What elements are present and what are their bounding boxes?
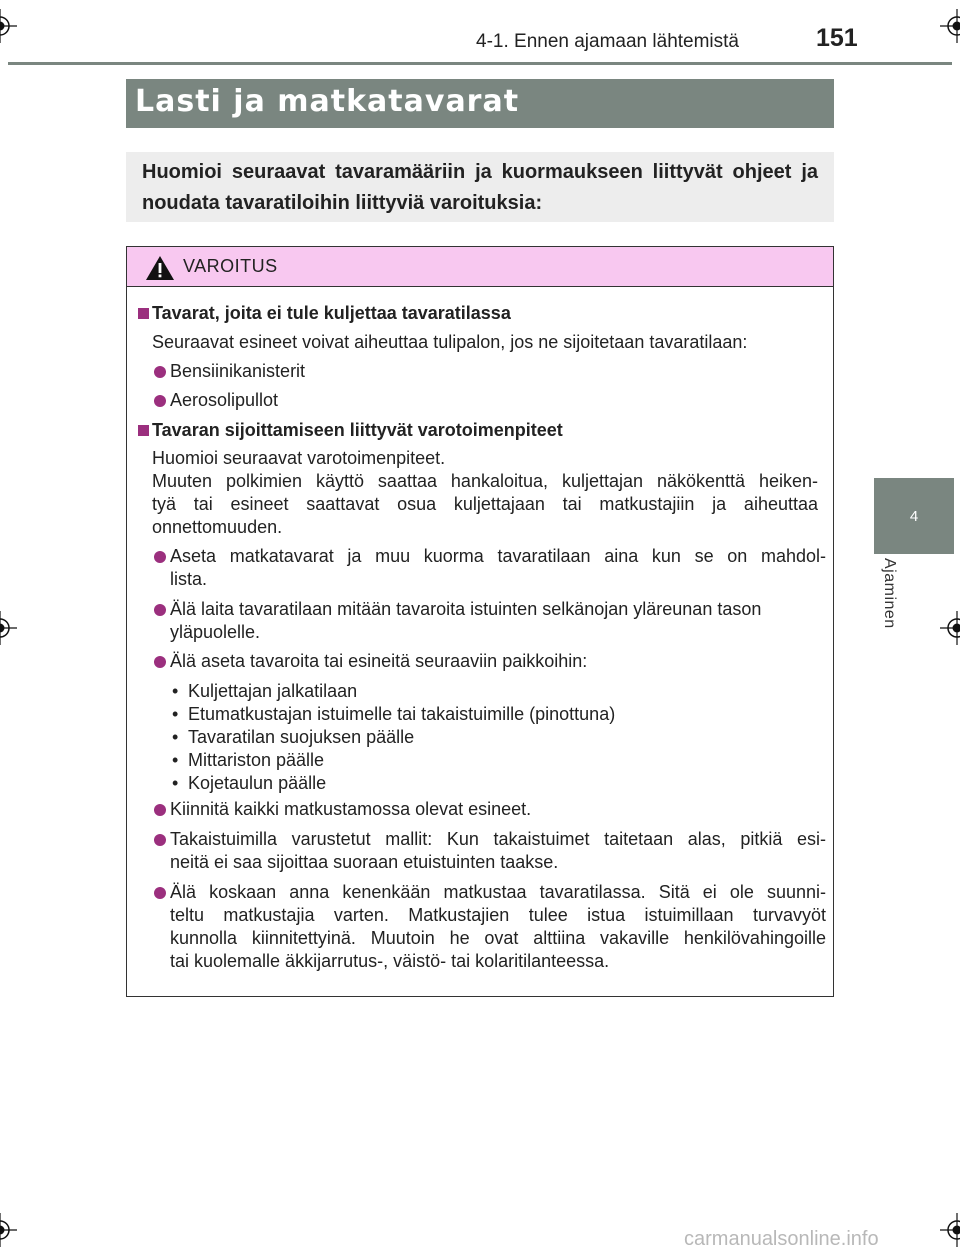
watermark: carmanualsonline.info [684, 1228, 879, 1250]
page-title: Lasti ja matkatavarat [135, 84, 520, 119]
list-item-cont: lista. [170, 569, 208, 589]
sub-list-item: Etumatkustajan istuimelle tai takaistuimille (pinottuna) [188, 704, 616, 724]
list-item-cont: tai kuolemalle äkkijarrutus-, väistö- tai kolaritilanteessa. [170, 951, 610, 971]
bullet-dot-icon [154, 887, 166, 899]
sub-bullet: • [172, 704, 179, 724]
bullet-dot-icon [154, 656, 166, 668]
section2-para-line: onnettomuuden. [152, 517, 283, 537]
sub-bullet: • [172, 727, 179, 747]
list-item-cont: kunnolla kiinnitettyinä. Muutoin he ovat alttiina vakaville henkilövahingoille [170, 928, 826, 948]
bullet-dot-icon [154, 604, 166, 616]
section2-line1: Huomioi seuraavat varotoimenpiteet. [152, 448, 446, 468]
intro-box [126, 152, 834, 222]
page-number: 151 [816, 24, 858, 52]
sub-bullet: • [172, 773, 179, 793]
bullet-dot-icon [154, 804, 166, 816]
section2-para-line: tyä tai esineet saattavat osua kuljettajaan tai matkustajiin ja aiheuttaa [152, 494, 818, 514]
header-rule [8, 62, 952, 65]
list-item: Älä koskaan anna kenenkään matkustaa tavaratilassa. Sitä ei ole suunni- [170, 882, 826, 902]
bullet-dot-icon [154, 366, 166, 378]
warning-label: VAROITUS [183, 256, 278, 276]
chapter-number: 4 [909, 507, 919, 525]
bullet-dot-icon [154, 551, 166, 563]
list-item: Kiinnitä kaikki matkustamossa olevat esineet. [170, 799, 532, 819]
sub-list-item: Tavaratilan suojuksen päälle [188, 727, 415, 747]
registration-mark-icon [940, 611, 960, 645]
section-bullet-icon [138, 425, 149, 436]
warning-triangle-icon [145, 255, 175, 281]
bullet-dot-icon [154, 395, 166, 407]
section2-heading: Tavaran sijoittamiseen liittyvät varotoimenpiteet [152, 420, 563, 440]
warning-header [127, 247, 833, 287]
section1-heading: Tavarat, joita ei tule kuljettaa tavaratilassa [152, 303, 511, 323]
chapter-tab [874, 478, 954, 554]
section1-text: Seuraavat esineet voivat aiheuttaa tulipalon, jos ne sijoitetaan tavaratilaan: [152, 332, 748, 352]
registration-mark-icon [0, 9, 17, 43]
registration-mark-icon [0, 611, 17, 645]
list-item-cont: teltu matkustajia varten. Matkustajien tulee istua istuimillaan turvavyöt [170, 905, 826, 925]
list-item: Aerosolipullot [170, 390, 279, 410]
intro-text: Huomioi seuraavat tavaramääriin ja kuormaukseen liittyvät ohjeet ja noudata tavaratiloihin liittyviä varoituksia: [142, 161, 818, 214]
list-item-cont: yläpuolelle. [170, 622, 261, 642]
sub-list-item: Kojetaulun päälle [188, 773, 327, 793]
list-item: Aseta matkatavarat ja muu kuorma tavaratilaan aina kun se on mahdol- [170, 546, 826, 566]
sub-list-item: Kuljettajan jalkatilaan [188, 681, 358, 701]
sub-list-item: Mittariston päälle [188, 750, 325, 770]
list-item: Takaistuimilla varustetut mallit: Kun takaistuimet taitetaan alas, pitkiä esi- [170, 829, 826, 849]
list-item: Älä laita tavaratilaan mitään tavaroita istuinten selkänojan yläreunan tason [170, 599, 762, 619]
registration-mark-icon [940, 1213, 960, 1247]
chapter-label: Ajaminen [881, 558, 898, 629]
list-item: Bensiinikanisterit [170, 361, 306, 381]
registration-mark-icon [940, 9, 960, 43]
bullet-dot-icon [154, 834, 166, 846]
section-bullet-icon [138, 308, 149, 319]
section2-para-line: Muuten polkimien käyttö saattaa hankaloitua, kuljettajan näkökenttä heiken- [152, 471, 818, 491]
warning-box [126, 246, 834, 997]
section-header: 4-1. Ennen ajamaan lähtemistä [476, 31, 739, 52]
registration-mark-icon [0, 1213, 17, 1247]
sub-bullet: • [172, 681, 179, 701]
sub-bullet: • [172, 750, 179, 770]
list-item-cont: neitä ei saa sijoittaa suoraan etuistuinten taakse. [170, 852, 559, 872]
list-item: Älä aseta tavaroita tai esineitä seuraaviin paikkoihin: [170, 651, 588, 671]
page-title-bar [126, 79, 834, 128]
chapter-label-container [874, 558, 914, 658]
